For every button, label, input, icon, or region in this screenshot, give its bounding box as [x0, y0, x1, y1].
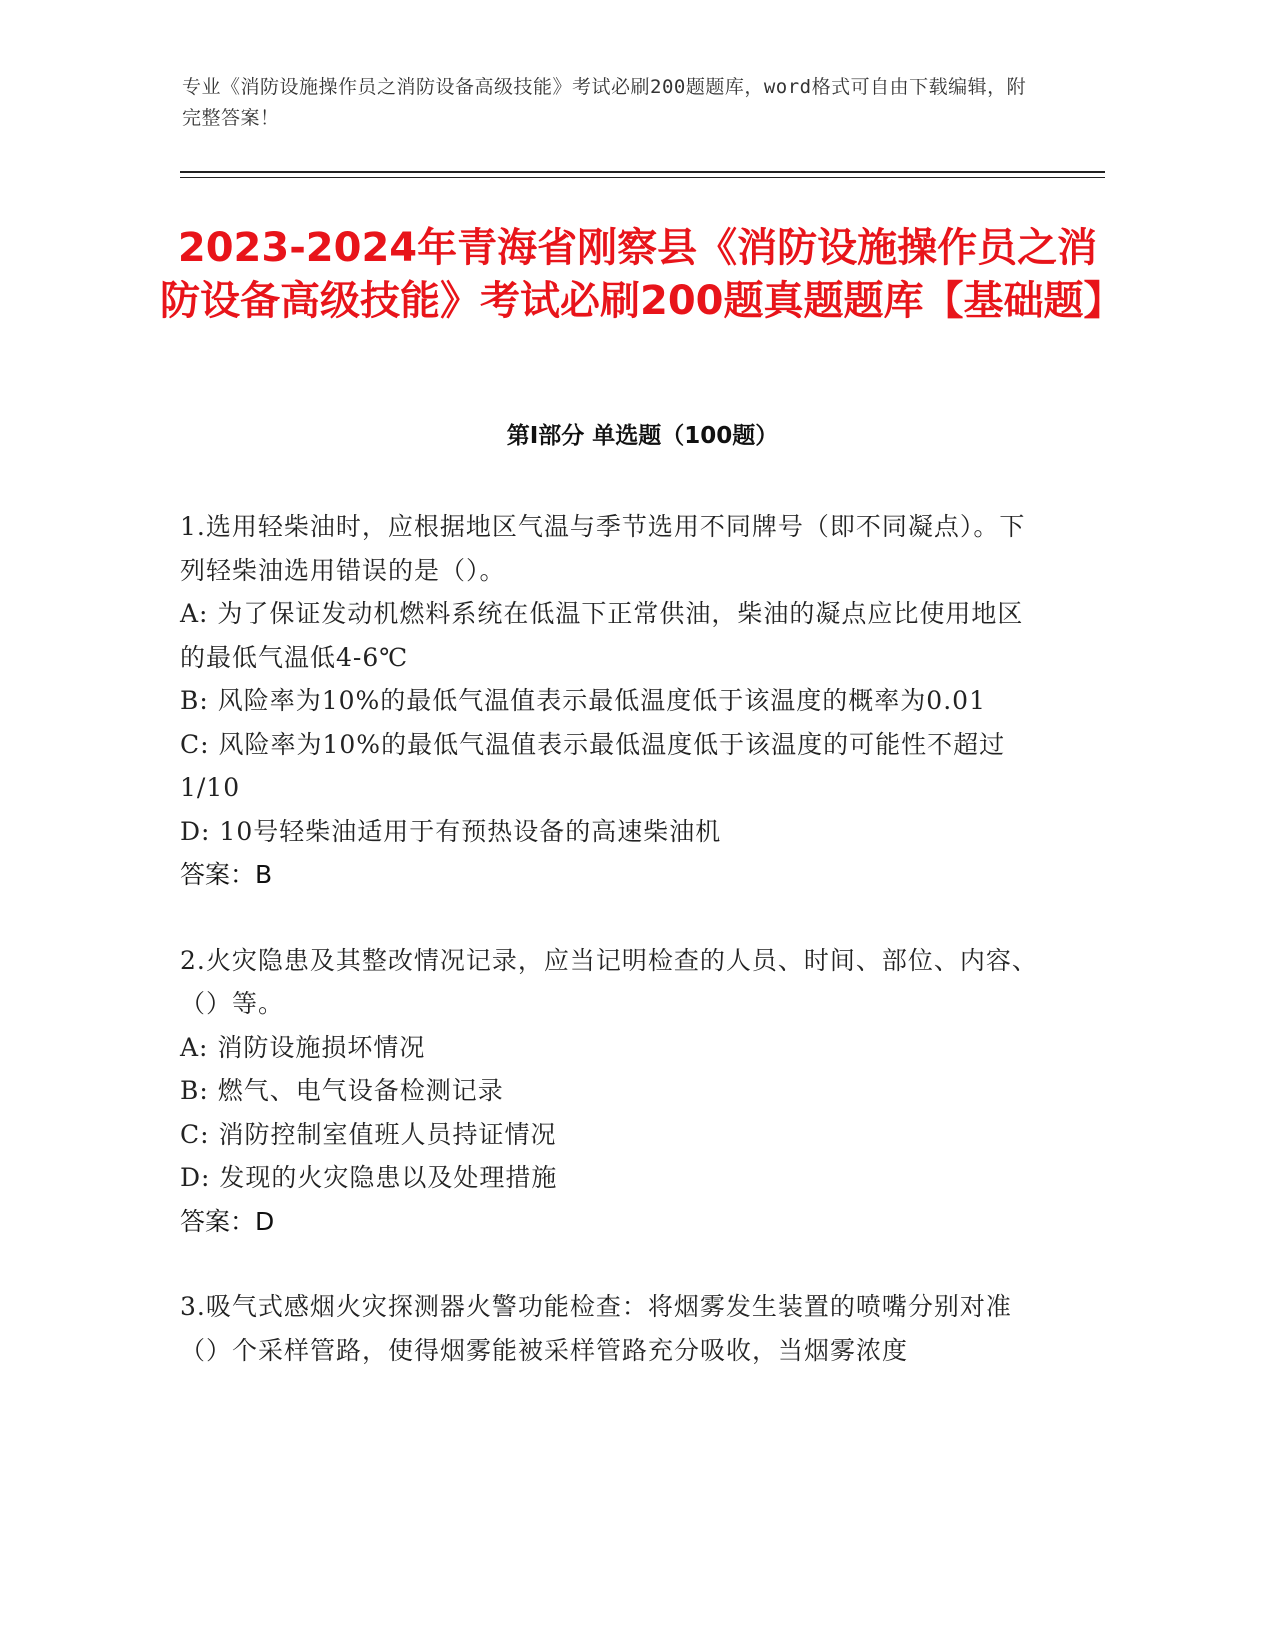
answer-line: 答案：B — [180, 860, 273, 889]
section-title: 第I部分 单选题（100题） — [506, 423, 779, 449]
option-c: C: 风险率为10%的最低气温值表示最低温度低于该温度的可能性不超过1/10 — [180, 729, 1006, 802]
question-3 — [180, 1285, 1040, 1372]
option-d: D: 10号轻柴油适用于有预热设备的高速柴油机 — [180, 816, 722, 846]
question-stem: 1.选用轻柴油时，应根据地区气温与季节选用不同牌号（即不同凝点）。下列轻柴油选用错误的是（）。 — [180, 512, 1026, 585]
question-stem: 2.火灾隐患及其整改情况记录，应当记明检查的人员、时间、部位、内容、（）等。 — [180, 945, 1038, 1018]
option-d: D: 发现的火灾隐患以及处理措施 — [180, 1163, 558, 1192]
header-divider-thick — [180, 171, 1105, 173]
option-b: B: 风险率为10%的最低气温值表示最低温度低于该温度的概率为0.01 — [180, 686, 986, 715]
question-stem: 3.吸气式感烟火灾探测器火警功能检查：将烟雾发生装置的喷嘴分别对准（）个采样管路，使得烟雾能被采样管路充分吸收，当烟雾浓度 — [180, 1292, 1012, 1365]
option-a: A: 为了保证发动机燃料系统在低温下正常供油，柴油的凝点应比使用地区的最低气温低4-6℃ — [180, 599, 1024, 672]
question-2 — [180, 939, 1040, 1244]
question-1 — [180, 505, 1040, 897]
header-divider-thin — [180, 177, 1105, 178]
question-list — [180, 505, 1040, 1414]
option-b: B: 燃气、电气设备检测记录 — [180, 1076, 504, 1105]
option-c: C: 消防控制室值班人员持证情况 — [180, 1119, 557, 1149]
header-note: 专业《消防设施操作员之消防设备高级技能》考试必刷200题题库，word格式可自由下载编辑，附完整答案！ — [182, 76, 1027, 129]
answer-line: 答案：D — [180, 1206, 275, 1236]
option-a: A: 消防设施损坏情况 — [180, 1032, 426, 1062]
page-title: 2023-2024年青海省刚察县《消防设施操作员之消防设备高级技能》考试必刷200题真题题库【基础题】 — [160, 225, 1124, 324]
